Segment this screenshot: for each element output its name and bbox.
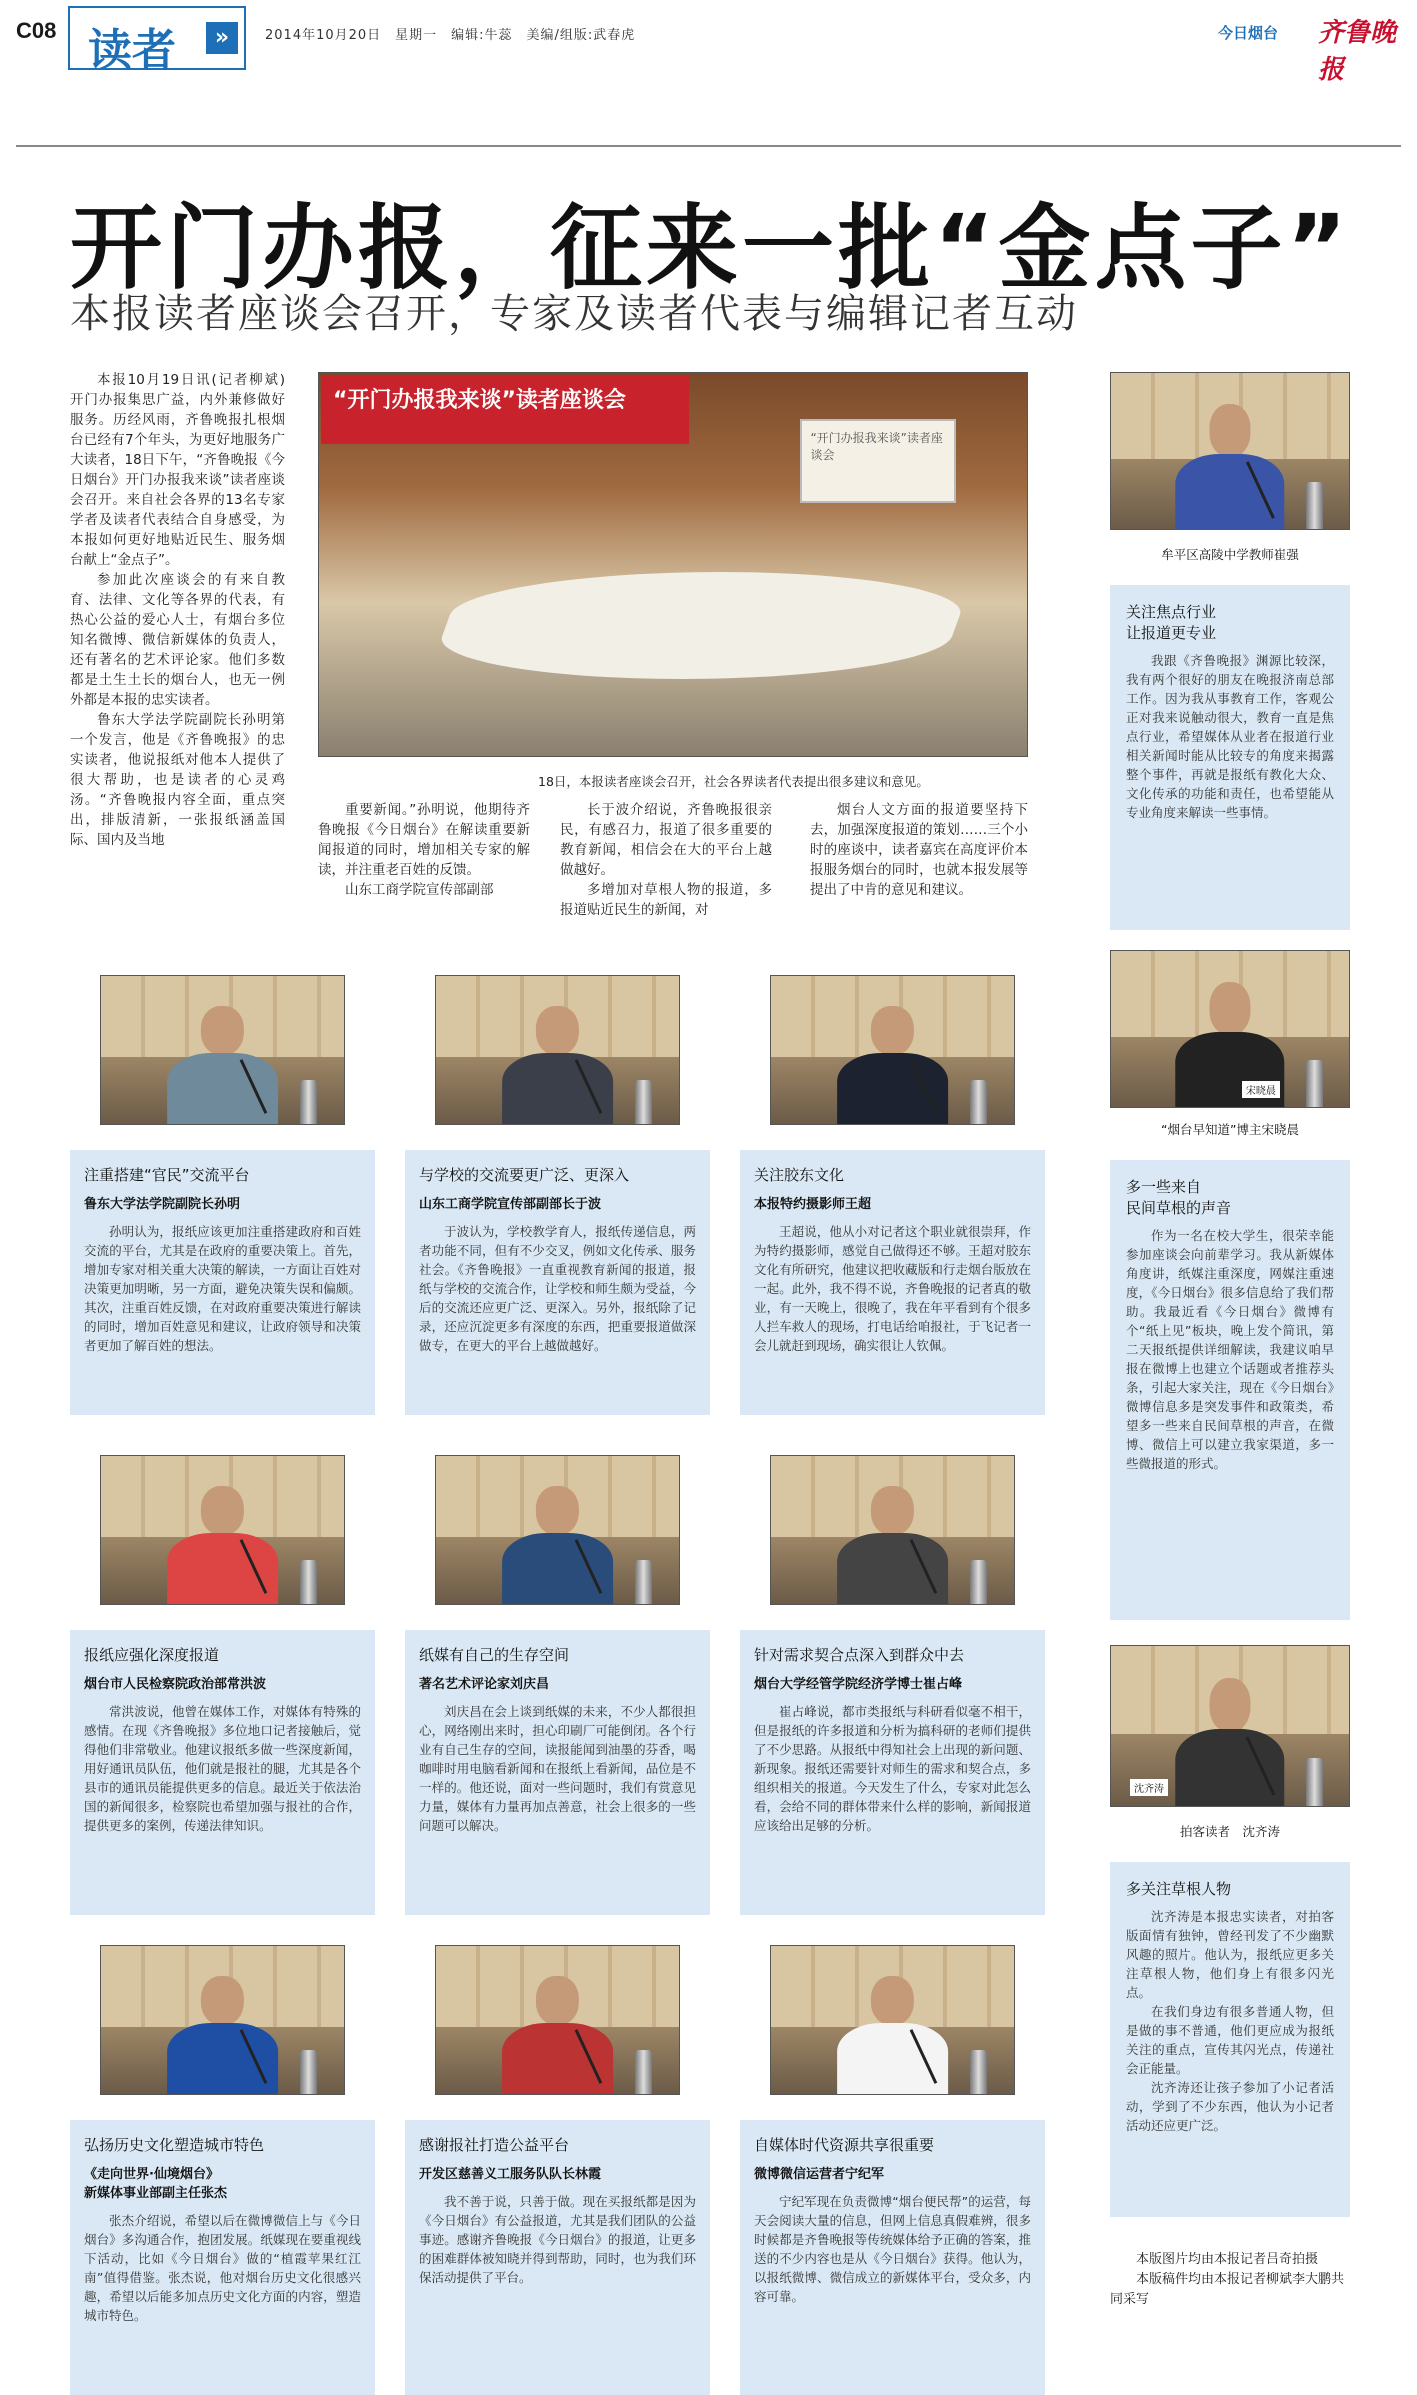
paragraph: 崔占峰说，都市类报纸与科研看似毫不相干，但是报纸的许多报道和分析为搞科研的老师们提供了不少思路。从报纸中得知社会上出现的新问题、新现象。报纸还需要针对师生的需求和契合点，多组织相关的报道。今天发生了什么，专家对此怎么看，会给不同的群体带来什么样的影响，新闻报道应该给出足够的分析。 — [754, 1704, 1031, 1833]
speaker-box — [740, 1150, 1045, 1415]
chevron-right-icon: » — [206, 22, 238, 54]
box-title: 多一些来自 民间草根的声音 — [1126, 1178, 1232, 1217]
speaker-text — [754, 1702, 1031, 1835]
meeting-table — [427, 572, 976, 679]
speaker-title: 报纸应强化深度报道 — [84, 1646, 220, 1664]
paragraph: 沈齐涛是本报忠实读者，对拍客版面情有独钟，曾经刊发了不少幽默风趣的照片。他认为，报纸应更多关注草根人物，他们身上有很多闪光点。 — [1126, 1909, 1334, 2000]
section-title: 读者 — [88, 25, 176, 76]
speaker-name: 开发区慈善义工服务队队长林霞 — [419, 2167, 602, 2182]
intro-column-2 — [318, 800, 530, 940]
paragraph: 于波认为，学校教学育人，报纸传递信息，两者功能不同，但有不少交叉，例如文化传承、服务社会。《齐鲁晚报》一直重视教育新闻的报道，报纸与学校的交流合作，让学校和师生颇为受益，今后的交流还应更广泛、更深入。另外，报纸除了记录，还应沉淀更多有深度的东西，把重要报道做深做专，在更大的平台上越做越好。 — [419, 1224, 696, 1353]
speaker-text — [754, 1222, 1031, 1355]
speaker-text — [754, 2192, 1031, 2306]
box-title: 多关注草根人物 — [1126, 1880, 1232, 1898]
paragraph: 本报10月19日讯(记者柳斌) 开门办报集思广益，内外兼修做好服务。历经风雨，齐鲁晚报扎根烟台已经有7个年头，为更好地服务广大读者，18日下午，“齐鲁晚报《今日烟台》开门办报我来谈”读者座谈会召开。来自社会各界的13名专家学者及读者代表结合自身感受，为本报如何更好地贴近民生、服务烟台献上“金点子”。 — [70, 372, 299, 568]
paragraph: 我不善于说，只善于做。现在买报纸都是因为《今日烟台》有公益报道，尤其是我们团队的公益事迹。感谢齐鲁晚报《今日烟台》的报道，让更多的困难群体被知晓并得到帮助，同时，也为我们环保活动提供了平台。 — [419, 2194, 696, 2285]
photo-backdrop-screen: “开门办报我来谈”读者座谈会 — [800, 419, 956, 503]
speaker-photo — [100, 1455, 345, 1605]
paragraph: 宁纪军现在负责微博“烟台便民帮”的运营，每天会阅读大量的信息，但网上信息真假难辨，很多时候都是齐鲁晚报等传统媒体给予正确的答案，推送的不少内容也是从《今日烟台》获得。他认为，以报纸微博、微信成立的新媒体平台，受众多，内容可靠。 — [754, 2194, 1031, 2304]
main-photo — [318, 372, 1028, 757]
today-yantai-label: 今日烟台 — [1218, 24, 1279, 42]
section-label — [68, 6, 246, 76]
footnote-photo-credit: 本版图片均由本报记者吕奇拍摄 — [1136, 2252, 1319, 2267]
speaker-photo — [100, 975, 345, 1125]
speaker-box — [70, 1630, 375, 1915]
paragraph: 刘庆昌在会上谈到纸媒的未来，不少人都很担心，网络刚出来时，担心印刷厂可能倒闭。各个行业有自己生存的空间，读报能闻到油墨的芬香，喝咖啡时用电脑看新闻和在报纸上看新闻，品位是不一样的。他还说，面对一些问题时，我们有赏意见力量，媒体有力量再加点善意，社会上很多的一些问题可以解决。 — [419, 1704, 696, 1833]
speaker-title: 关注胶东文化 — [754, 1166, 845, 1184]
speaker-photo — [770, 975, 1015, 1125]
speaker-title: 感谢报社打造公益平台 — [419, 2136, 570, 2154]
paragraph: 王超说，他从小对记者这个职业就很崇拜，作为特约摄影师，感觉自己做得还不够。王超对胶东文化有所研究，他建议把收藏版和行走烟台版放在一起。此外，我不得不说，齐鲁晚报的记者真的敬业，有一天晚上，很晚了，我在年平看到有个很多人拦车救人的现场，打电话给咱报社，于飞记者一会儿就赶到现场，确实很让人钦佩。 — [754, 1224, 1031, 1353]
right-photo-1 — [1110, 372, 1350, 530]
speaker-name: 《走向世界·仙境烟台》 新媒体事业部副主任张杰 — [84, 2167, 228, 2201]
box-text — [1126, 651, 1334, 822]
box-text — [1126, 1907, 1334, 2135]
speaker-box — [405, 1150, 710, 1415]
footnote-writer-credit: 本版稿件均由本报记者柳斌李大鹏共同采写 — [1110, 2272, 1345, 2307]
main-photo-caption: 18日，本报读者座谈会召开，社会各界读者代表提出很多建议和意见。 — [538, 774, 929, 789]
paragraph: 我跟《齐鲁晚报》渊源比较深，我有两个很好的朋友在晚报济南总部工作。因为我从事教育工作，客观公正对我来说触动很大，教育一直是焦点行业，希望媒体从业者在报道行业相关新闻时能从比较专的角度来揭露整个事件，再就是报纸有教化大众、文化传承的功能和责任，也希望能从专业角度来解读一些事情。 — [1126, 653, 1334, 820]
speaker-name: 山东工商学院宣传部副部长于波 — [419, 1197, 602, 1212]
subheadline: 本报读者座谈会召开，专家及读者代表与编辑记者互动 — [70, 291, 1078, 337]
paragraph: 孙明认为，报纸应该更加注重搭建政府和百姓交流的平台，尤其是在政府的重要决策上。首先，增加专家对相关重大决策的解读，一方面让百姓对决策更加明晰，另一方面，避免决策失误和偏颇。其次，注重百姓反馈，在对政府重要决策进行解读的同时，增加百姓意见和建议，让政府领导和决策者更加了解百姓的想法。 — [84, 1224, 361, 1353]
speaker-text — [419, 1222, 696, 1355]
nametag: 宋晓晨 — [1242, 1081, 1280, 1098]
speaker-name: 微博微信运营者宁纪军 — [754, 2167, 885, 2182]
box-text — [1126, 1226, 1334, 1473]
speaker-title: 注重搭建“官民”交流平台 — [84, 1166, 250, 1184]
paragraph: 张杰介绍说，希望以后在微博微信上与《今日烟台》多沟通合作，抱团发展。纸媒现在要重视线下活动，比如《今日烟台》做的“植霞苹果红江南”值得借鉴。张杰说，他对烟台历史文化很感兴趣，希望以后能多加点历史文化方面的内容，塑造城市特色。 — [84, 2213, 361, 2323]
photo-banner: “开门办报我来谈”读者座谈会 — [321, 375, 689, 444]
speaker-box — [740, 1630, 1045, 1915]
intro-column-1 — [70, 370, 299, 930]
box-title: 关注焦点行业 让报道更专业 — [1126, 603, 1217, 642]
speaker-name: 本报特约摄影师王超 — [754, 1197, 872, 1212]
speaker-title: 与学校的交流要更广泛、更深入 — [419, 1166, 630, 1184]
right-photo-2-caption: “烟台早知道”博主宋晓晨 — [1161, 1122, 1299, 1137]
speaker-box — [405, 1630, 710, 1915]
speaker-title: 针对需求契合点深入到群众中去 — [754, 1646, 965, 1664]
right-box-3 — [1110, 1862, 1350, 2217]
speaker-photo — [435, 975, 680, 1125]
paragraph: 常洪波说，他曾在媒体工作，对媒体有特殊的感情。在现《齐鲁晚报》多位地口记者接触后，觉得他们非常敬业。他建议报纸多做一些深度新闻，用好通讯员队伍，他们就是报社的腿，尤其是各个县市的通讯员能提供更多的信息。最近关于依法治国的新闻很多，检察院也希望加强与报社的合作，提供更多的案例，传递法律知识。 — [84, 1704, 361, 1833]
paragraph: 参加此次座谈会的有来自教育、法律、文化等各界的代表，有热心公益的爱心人士，有烟台多位知名微博、微信新媒体的负责人，还有著名的艺术评论家。他们多数都是土生土长的烟台人，也无一例外都是本报的忠实读者。 — [70, 572, 285, 708]
speaker-text — [84, 2211, 361, 2325]
issue-info: 2014年10月20日 星期一 编辑:牛蕊 美编/组版:武春虎 — [265, 28, 636, 43]
speaker-box — [70, 2120, 375, 2395]
speaker-title: 弘扬历史文化塑造城市特色 — [84, 2136, 265, 2154]
speaker-text — [84, 1222, 361, 1355]
footnote — [1110, 2250, 1350, 2310]
intro-column-3 — [560, 800, 772, 940]
speaker-title: 纸媒有自己的生存空间 — [419, 1646, 570, 1664]
speaker-photo — [770, 1455, 1015, 1605]
right-photo-3-caption: 拍客读者 沈齐涛 — [1179, 1824, 1280, 1839]
speaker-name: 鲁东大学法学院副院长孙明 — [84, 1197, 241, 1212]
intro-column-4 — [810, 800, 1028, 940]
headline: 开门办报，征来一批“金点子” — [70, 195, 1351, 302]
paragraph: 鲁东大学法学院副院长孙明第一个发言，他是《齐鲁晚报》的忠实读者，他说报纸对他本人提供了很大帮助，也是读者的心灵鸡汤。“齐鲁晚报内容全面，重点突出，排版清新，一张报纸涵盖国际、国内及当地 — [70, 712, 285, 848]
paragraph: 作为一名在校大学生，很荣幸能参加座谈会向前辈学习。我从新媒体角度讲，纸媒注重深度，网媒注重速度，《今日烟台》很多信息给了我们帮助。我最近看《今日烟台》微博有个“纸上见”板块，晚上发个简讯，第二天报纸提供详细解读，我建议咱早报在微博上也建立个话题或者推荐头条，引起大家关注，现在《今日烟台》微博信息多是突发事件和政策类，希望多一些来自民间草根的声音，在微博、微信上可以建立我家渠道，多一些微报道的形式。 — [1126, 1228, 1334, 1471]
paragraph: 重要新闻。”孙明说，他期待齐鲁晚报《今日烟台》在解读重要新闻报道的同时，增加相关专家的解读，并注重老百姓的反馈。 — [318, 802, 530, 878]
paragraph: 多增加对草根人物的报道，多报道贴近民生的新闻，对 — [560, 882, 772, 918]
speaker-text — [84, 1702, 361, 1835]
speaker-photo — [770, 1945, 1015, 2095]
newspaper-logo: 齐鲁晚报 — [1318, 18, 1397, 85]
speaker-name: 烟台市人民检察院政治部常洪波 — [84, 1677, 267, 1692]
speaker-box — [405, 2120, 710, 2395]
speaker-title: 自媒体时代资源共享很重要 — [754, 2136, 935, 2154]
speaker-text — [419, 2192, 696, 2287]
speaker-box — [70, 1150, 375, 1415]
speaker-box — [740, 2120, 1045, 2395]
right-box-1 — [1110, 585, 1350, 930]
header-rule — [16, 145, 1401, 147]
page-number: C08 — [16, 18, 57, 43]
paragraph: 山东工商学院宣传部副部 — [345, 882, 494, 898]
right-box-2 — [1110, 1160, 1350, 1620]
right-photo-2 — [1110, 950, 1350, 1108]
speaker-photo — [435, 1455, 680, 1605]
paragraph: 在我们身边有很多普通人物，但是做的事不普通，他们更应成为报纸关注的重点，宣传其闪光点，传递社会正能量。 — [1126, 2004, 1334, 2076]
right-photo-1-caption: 牟平区高陵中学教师崔强 — [1161, 547, 1299, 562]
speaker-text — [419, 1702, 696, 1835]
speaker-photo — [100, 1945, 345, 2095]
nametag: 沈齐涛 — [1130, 1779, 1168, 1796]
paragraph: 沈齐涛还让孩子参加了小记者活动，学到了不少东西，他认为小记者活动还应更广泛。 — [1126, 2080, 1334, 2133]
speaker-name: 著名艺术评论家刘庆昌 — [419, 1677, 550, 1692]
right-photo-3 — [1110, 1645, 1350, 1807]
paragraph: 烟台人文方面的报道要坚持下去，加强深度报道的策划……三个小时的座谈中，读者嘉宾在高度评价本报服务烟台的同时，也就本报发展等提出了中肯的意见和建议。 — [810, 802, 1028, 898]
speaker-name: 烟台大学经管学院经济学博士崔占峰 — [754, 1677, 963, 1692]
speaker-photo — [435, 1945, 680, 2095]
paragraph: 长于波介绍说，齐鲁晚报很亲民，有感召力，报道了很多重要的教育新闻，相信会在大的平台上越做越好。 — [560, 802, 772, 878]
